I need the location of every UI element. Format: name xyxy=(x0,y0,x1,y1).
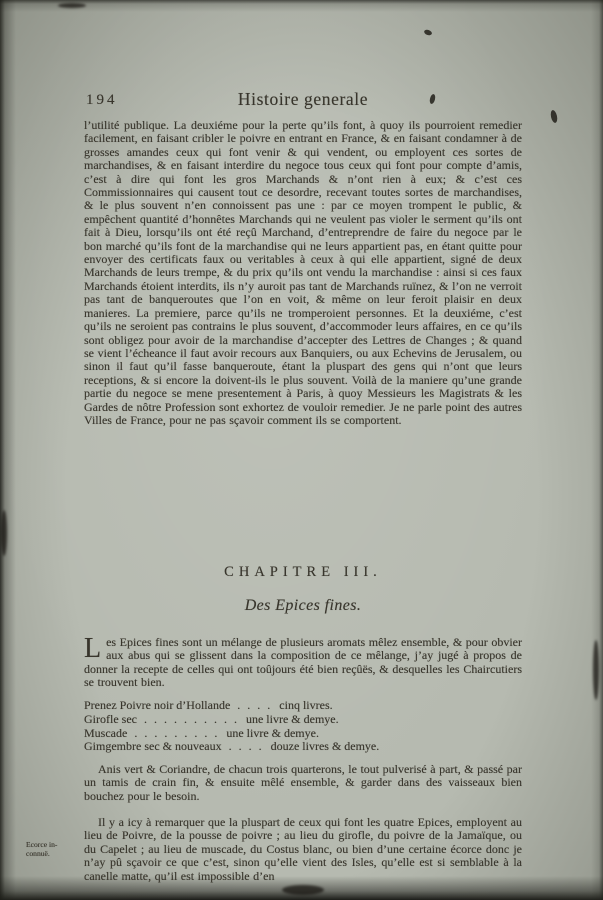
paragraph-continuation: l’utilité publique. La deuxiéme pour la perte qu’ils font, à quoy ils pourroient remedier facilement, en faisant cribler le poivre en entrant en France, & en faisant condamner à de grosses amandes ceux qui font venir & qui vendent, ou employent ces sortes de marchandises, & en faisant interdire du negoce tous ceux qui font pour compte d’amis, c’est à dire qui font les gros Marchands & n’ont rien à eux; & c’est ces Commissionnaires qui causent tout ce desordre, recevant toutes sortes de marchandises, & le plus souvent n’en connoissent pas une : par ce moyen trompent le public, & empêchent quantité d’honnêtes Marchands qui ne veulent pas violer le serment qu’ils ont fait à Dieu, lorsqu’ils ont été reçû Marchand, d’entreprendre de faire du negoce par le bon marché qu’ils font de la marchandise qui ne leurs appartient pas, en étant quitte pour envoyer des certificats faux ou veritables à ceux à qui elle appartient, signé de deux Marchands de leurs trempe, & du prix qu’ils ont vendu la marchandise : ainsi si ces faux Marchands étoient interdits, ils n’y auroit pas tant de Marchands ruïnez, & l’on ne verroit pas tant de banqueroutes que l’on en voit, & même on leur feroit plaisir en deux manieres. La premiere, parce qu’ils ne tromperoient personnes. Et la deuxiéme, c’est qu’ils ne seroient pas contrains le plus souvent, d’accommoder leurs affaires, en ce qu’ils sont obligez pour avoir de la marchandise d’accepter des Lettres de Changes ; & quand se vient l’écheance il faut avoir recours aux Banquiers, ou aux Echevins de Jerusalem, ou sinon il faut qu’il fasse banqueroute, étant la pluspart des gens qui n’ont que leurs receptions, & si encore la doivent-ils le plus souvent. Voilà de la maniere qu’une grande partie du negoce se mene presentement à Paris, à quoy Messieurs les Magistrats & les Gardes de nôtre Profession sont exhortez de vouloir remedier. Je ne parle point des autres Villes de France, pour ne pas sçavoir comment ils se comportent. xyxy=(84,118,522,427)
recipe-quantity: une livre & demye. xyxy=(245,711,339,726)
chapter-subtitle: Des Epices fines. xyxy=(244,597,362,614)
ink-speck xyxy=(550,110,559,124)
recipe-item: Muscade xyxy=(84,725,128,740)
recipe-item: Prenez Poivre noir d’Hollande xyxy=(84,698,231,712)
recipe-item: Gimgembre sec & nouveaux xyxy=(84,739,222,754)
ink-smudge xyxy=(58,3,86,8)
recipe-list xyxy=(84,699,522,754)
recipe-quantity: cinq livres. xyxy=(279,698,333,712)
recipe-quantity: douze livres & demye. xyxy=(270,739,380,754)
page-number: 194 xyxy=(86,92,118,108)
paragraph-anis: Anis vert & Coriandre, de chacun trois quarterons, le tout pulverisé à part, & passé par un tamis de crain fin, & ensuite mêlé ensemble, & garder dans des vaisseaux bien bouchez pour le besoin. xyxy=(84,762,522,803)
recipe-leader: . . . . xyxy=(237,698,273,712)
recipe-leader: . . . . . . . . . xyxy=(134,725,220,740)
running-title: Histoire generale xyxy=(237,89,369,109)
recipe-line xyxy=(84,740,522,754)
drop-cap: L xyxy=(84,633,102,664)
ink-smudge xyxy=(593,640,599,700)
recipe-leader: . . . . . . . . . . xyxy=(143,711,239,726)
ink-smudge xyxy=(1,510,7,556)
recipe-quantity: une livre & demye. xyxy=(226,725,319,740)
intro-text: es Epices fines sont un mélange de plusieurs aromats mêlez ensemble, & pour obvier aux abus qui se glissent dans la composition de ce mêlange, j’ay jugé à propos de donner la recepte de celles qui ont toûjours été bien reçûës, & desquelles les Chaircutiers se trouvent bien. xyxy=(84,635,522,690)
margin-note-line: Ecorce in- xyxy=(26,840,58,849)
ink-speck xyxy=(423,29,432,36)
intro-paragraph xyxy=(84,633,522,690)
recipe-line xyxy=(84,727,522,741)
page-header xyxy=(84,88,522,114)
paragraph-final: Il y a icy à remarquer que la pluspart de ceux qui font les quatre Epices, employent au lieu de Poivre, de la pousse de poivre ; au lieu du girofle, du poivre de la Jamaïque, ou du Capelet ; au lieu de muscade, du Costus blanc, ou bien d’une certaine écorce donc je n’ay pû sçavoir ce que c’est, sinon qu’elle vient des Isles, qu’elle est si semblable à la canelle matte, qu’il est impossible d’en xyxy=(84,815,522,883)
recipe-line xyxy=(84,713,522,727)
recipe-leader: . . . . xyxy=(228,739,264,754)
chapter-heading: CHAPITRE III. xyxy=(224,564,382,580)
margin-note-line: connuë. xyxy=(26,848,50,858)
margin-note xyxy=(26,841,82,858)
recipe-line xyxy=(84,699,522,713)
recipe-item: Girofle sec xyxy=(84,711,137,726)
ink-smudge xyxy=(282,885,324,895)
